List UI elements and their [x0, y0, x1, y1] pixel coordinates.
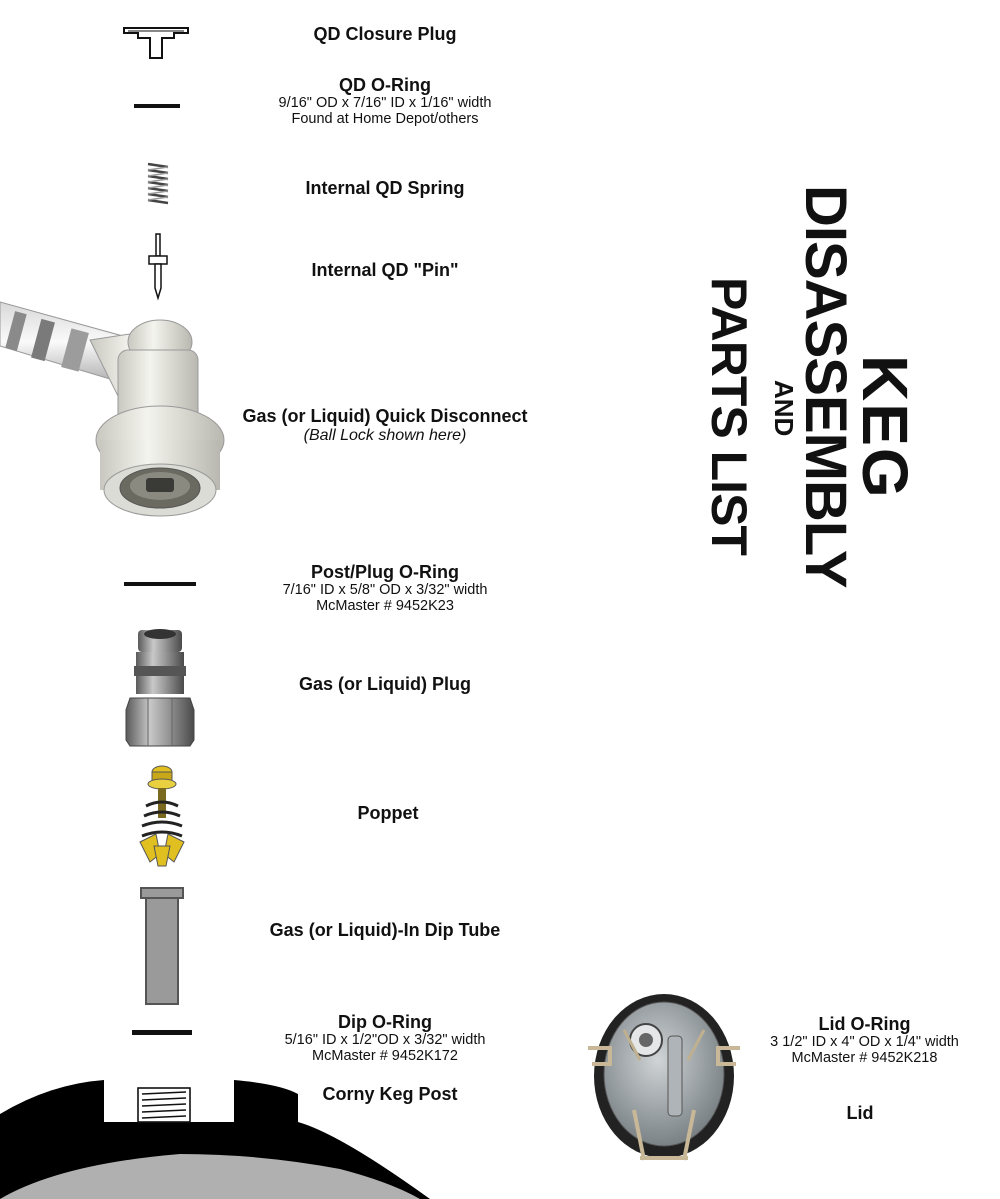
dip-o-ring-icon: [132, 1030, 192, 1035]
gas-plug-icon: [124, 626, 196, 750]
qd-o-ring-icon: [134, 104, 180, 108]
post-plug-o-ring-icon: [124, 582, 196, 586]
label-dip-tube: Gas (or Liquid)-In Dip Tube: [269, 920, 501, 940]
dip-tube-icon: [138, 884, 186, 1010]
label-gas-plug: Gas (or Liquid) Plug: [299, 674, 471, 694]
title-block: [700, 185, 930, 685]
spring-icon: [144, 160, 172, 210]
label-corny-keg-post: Corny Keg Post: [322, 1084, 458, 1104]
title-keg: KEG: [849, 355, 921, 500]
label-dip-o-ring: Dip O-Ring 5/16" ID x 1/2"OD x 3/32" width McMaster # 9452K172: [284, 1012, 486, 1064]
label-internal-qd-pin: Internal QD "Pin": [311, 260, 459, 280]
label-lid: Lid: [846, 1103, 874, 1123]
label-internal-qd-spring: Internal QD Spring: [305, 178, 465, 198]
title-disassembly: DISASSEMBLY: [793, 185, 858, 588]
label-post-plug-o-ring: Post/Plug O-Ring 7/16" ID x 5/8" OD x 3/32" width McMaster # 9452K23: [282, 562, 488, 614]
label-quick-disconnect: Gas (or Liquid) Quick Disconnect (Ball Lock shown here): [242, 406, 528, 444]
label-qd-closure-plug: QD Closure Plug: [313, 24, 457, 44]
lid-icon: [584, 990, 744, 1170]
poppet-icon: [136, 762, 188, 870]
keg-top-icon: [0, 1074, 430, 1199]
title-parts-list: PARTS LIST: [701, 277, 757, 555]
quick-disconnect-icon: [0, 290, 240, 530]
label-lid-o-ring: Lid O-Ring 3 1/2" ID x 4" OD x 1/4" width McMaster # 9452K218: [770, 1014, 959, 1066]
label-qd-o-ring: QD O-Ring 9/16" OD x 7/16" ID x 1/16" width Found at Home Depot/others: [278, 75, 492, 127]
title-and: AND: [769, 380, 799, 437]
label-poppet: Poppet: [357, 803, 419, 823]
qd-closure-plug-icon: [120, 24, 192, 64]
